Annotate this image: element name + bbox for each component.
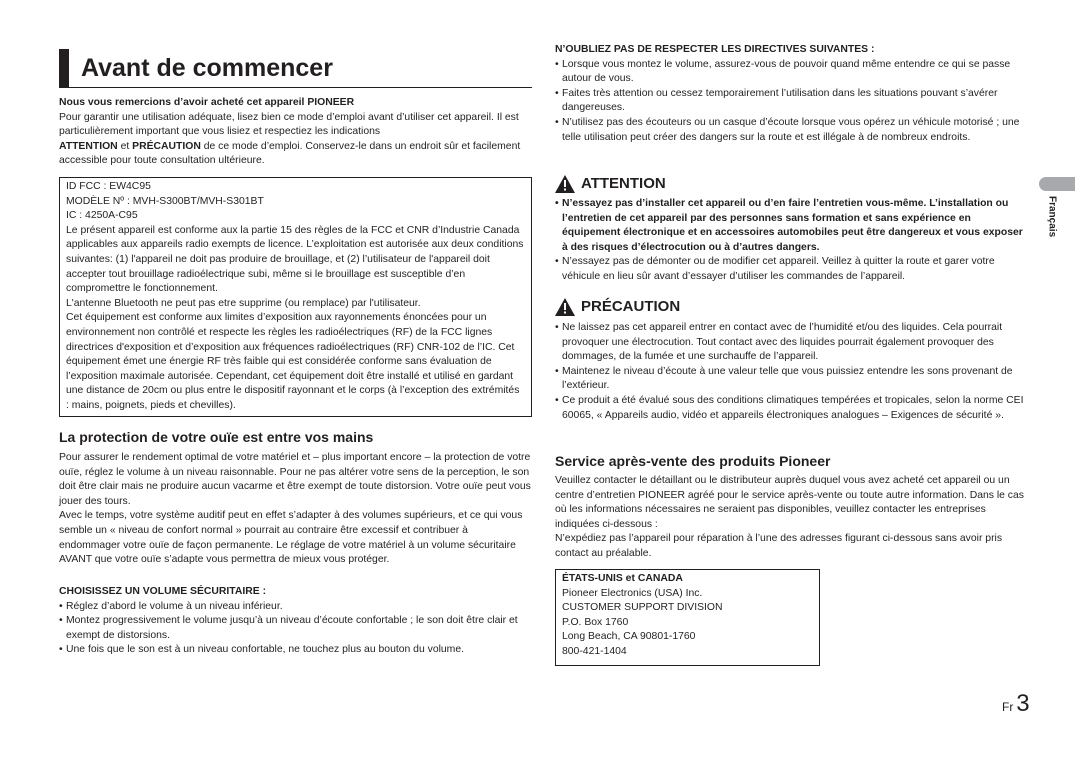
- language-tab: [1039, 177, 1075, 191]
- precaution-heading: PRÉCAUTION: [581, 298, 681, 315]
- list-item: • Lorsque vous montez le volume, assurez-vous de pouvoir quand même entendre ce qui se passe autour de vous.: [555, 58, 1025, 87]
- intro-attention: ATTENTION: [59, 140, 118, 152]
- language-label: Français: [1046, 196, 1058, 238]
- service-p2: N’expédiez pas l’appareil pour réparation à l’une des adresses figurant ci-dessous sans avoir pris contact au préalable.: [555, 533, 1003, 559]
- page-number: [1002, 690, 1030, 718]
- warning-triangle-icon: [555, 298, 575, 316]
- attention-heading: ATTENTION: [581, 175, 666, 192]
- list-item: • N’utilisez pas des écouteurs ou un casque d’écoute lorsque vous opérez un véhicule motorisé ; une telle utilisation peut créer des dangers sur la route et est illégale à de nombreux endroits.: [555, 116, 1025, 145]
- page-lang: Fr: [1002, 700, 1014, 714]
- directives-section: [555, 43, 1025, 145]
- address-line: P.O. Box 1760: [562, 616, 629, 628]
- list-item: • Faites très attention ou cessez temporairement l’utilisation dans les situations pouvant s’avérer dangereuses.: [555, 87, 1025, 116]
- hearing-p1: Pour assurer le rendement optimal de votre matériel et – plus important encore – la protection de votre ouïe, réglez le volume à un niveau raisonnable. Pour ne pas altérer votre sens de la perception, le son doit être clair mais ne produire aucun vacarme et être exempt de toute distorsion. Votre ouïe peut vous jouer des tours.: [59, 452, 531, 507]
- list-item: • Montez progressivement le volume jusqu’à un niveau d’écoute confortable ; le son doit être clair et exempt de distorsions.: [59, 614, 532, 643]
- address-line: 800-421-1404: [562, 645, 627, 657]
- address-box: [555, 569, 820, 666]
- attention-header: [555, 174, 666, 194]
- list-item: • Réglez d’abord le volume à un niveau inférieur.: [59, 600, 532, 615]
- list-item: • Ce produit a été évalué sous des conditions climatiques tempérées et tropicales, selon la norme CEI 60065, « Appareils audio, vidéo et appareils électroniques analogues – Exigences de sécurité ».: [555, 394, 1025, 423]
- intro-body-2: de ce mode d’emploi. Conservez-le dans un endroit sûr et facilement accessible pour toute consultation ultérieure.: [59, 140, 521, 167]
- fcc-line: MODÈLE Nº : MVH-S300BT/MVH-S301BT: [66, 195, 264, 207]
- intro-body: [59, 111, 532, 169]
- address-region: ÉTATS-UNIS et CANADA: [562, 573, 683, 584]
- intro-heading: Nous vous remercions d’avoir acheté cet appareil PIONEER: [59, 97, 355, 108]
- fcc-line: Cet équipement est conforme aux limites d’exposition aux rayonnements énoncées pour un environnement non contrôlé et respecte les règles les radioélectriques (RF) de la FCC lignes directrices d'exposition et d’exposition aux fréquences radioélectriques (RF) CNR-102 de l’IC. Cet équipement émet une énergie RF très faible qui est considérée conforme sans évaluation de l’exposition maximale autorisée. Cependant, cet équipement doit être installé et utilisé en gardant une distance de 20cm ou plus entre le dispositif rayonnant et le corps (à l’exception des extrémités : mains, poignets, pieds et chevilles).: [66, 312, 520, 411]
- precaution-bullets: [555, 321, 1025, 423]
- list-item: • Une fois que le son est à un niveau confortable, ne touchez plus au bouton du volume.: [59, 643, 532, 658]
- list-item: • N’essayez pas d’installer cet appareil ou d’en faire l’entretien vous-même. L’installation ou l’entretien de cet appareil par des personnes sans formation et sans expérience en équipement électronique et en accessoires automobiles peut être dangereux et vous exposer à des risques d’électrocution ou à d’autres dangers.: [555, 197, 1025, 255]
- precaution-header: [555, 297, 680, 317]
- list-item: • Ne laissez pas cet appareil entrer en contact avec de l’humidité et/ou des liquides. Cela pourrait provoquer une électrocution. Tout contact avec des liquides pourrait également provoquer des dommages, de la fumée et une surchauffe de l’appareil.: [555, 321, 1025, 365]
- directives-bullets: [555, 58, 1025, 146]
- attention-bullets: [555, 197, 1025, 285]
- hearing-p2: Avec le temps, votre système auditif peut en effet s’adapter à des volumes supérieurs, et ce qui vous semble un « niveau de confort normal » pourrait au contraire être excessif et contribuer à endommager votre ouïe de façon permanente. Le réglage de votre matériel à un volume sécuritaire AVANT que votre ouïe s’adapte vous permettra de mieux vous protéger.: [59, 510, 523, 566]
- fcc-line: ID FCC : EW4C95: [66, 181, 151, 192]
- fcc-line: IC : 4250A-C95: [66, 210, 138, 222]
- fcc-line: Le présent appareil est conforme aux la partie 15 des règles de la FCC et CNR d’Industrie Canada applicables aux appareils radio exempts de licence. L’exploitation est autorisée aux deux conditions suivantes: (1) l'appareil ne doit pas produire de brouillage, et (2) l’utilisateur de l'appareil doit accepter tout brouillage radioélectrique subi, même si le brouillage est susceptible d’en compromettre le fonctionnement.: [66, 224, 524, 295]
- page-title: Avant de commencer: [81, 54, 333, 82]
- intro-precaution: PRÉCAUTION: [132, 140, 201, 152]
- directives-heading: N’OUBLIEZ PAS DE RESPECTER LES DIRECTIVES SUIVANTES :: [555, 44, 875, 55]
- title-bar: [59, 49, 69, 87]
- hearing-subheading: CHOISISSEZ UN VOLUME SÉCURITAIRE :: [59, 586, 267, 597]
- address-line: CUSTOMER SUPPORT DIVISION: [562, 602, 723, 614]
- page-num: 3: [1016, 690, 1030, 717]
- service-p1: Veuillez contacter le détaillant ou le distributeur auprès duquel vous avez acheté cet appareil ou un centre d’entretien PIONEER agréé pour le service après-vente ou toute autre information. Dans le cas où les informations nécessaires ne seraient pas disponibles, veuillez contacter les entreprises indiquées ci-dessous :: [555, 475, 1024, 530]
- service-heading: Service après-vente des produits Pioneer: [555, 453, 831, 469]
- intro-et: et: [120, 140, 130, 152]
- address-line: Pioneer Electronics (USA) Inc.: [562, 587, 703, 599]
- list-item: • N’essayez pas de démonter ou de modifier cet appareil. Veillez à quitter la route et garer votre véhicule en lieu sûr avant d’essayer d’utiliser les commandes de l’appareil.: [555, 255, 1025, 284]
- title-rule: [59, 87, 532, 88]
- warning-triangle-icon: [555, 175, 575, 193]
- address-line: Long Beach, CA 90801-1760: [562, 631, 696, 643]
- hearing-heading: La protection de votre ouïe est entre vos mains: [59, 429, 374, 445]
- intro-body-1: Pour garantir une utilisation adéquate, lisez bien ce mode d’emploi avant d’utiliser cet appareil. Il est particulièrement important que vous lisiez et respectiez les indications: [59, 111, 519, 138]
- list-item: • Maintenez le niveau d’écoute à une valeur telle que vous puissiez entendre les sons provenant de l’extérieur.: [555, 365, 1025, 394]
- fcc-box: [59, 177, 532, 417]
- hearing-bullets: [59, 600, 532, 658]
- intro-section: [59, 96, 532, 169]
- fcc-line: L'antenne Bluetooth ne peut pas etre supprime (ou remplace) par l'utilisateur.: [66, 297, 421, 309]
